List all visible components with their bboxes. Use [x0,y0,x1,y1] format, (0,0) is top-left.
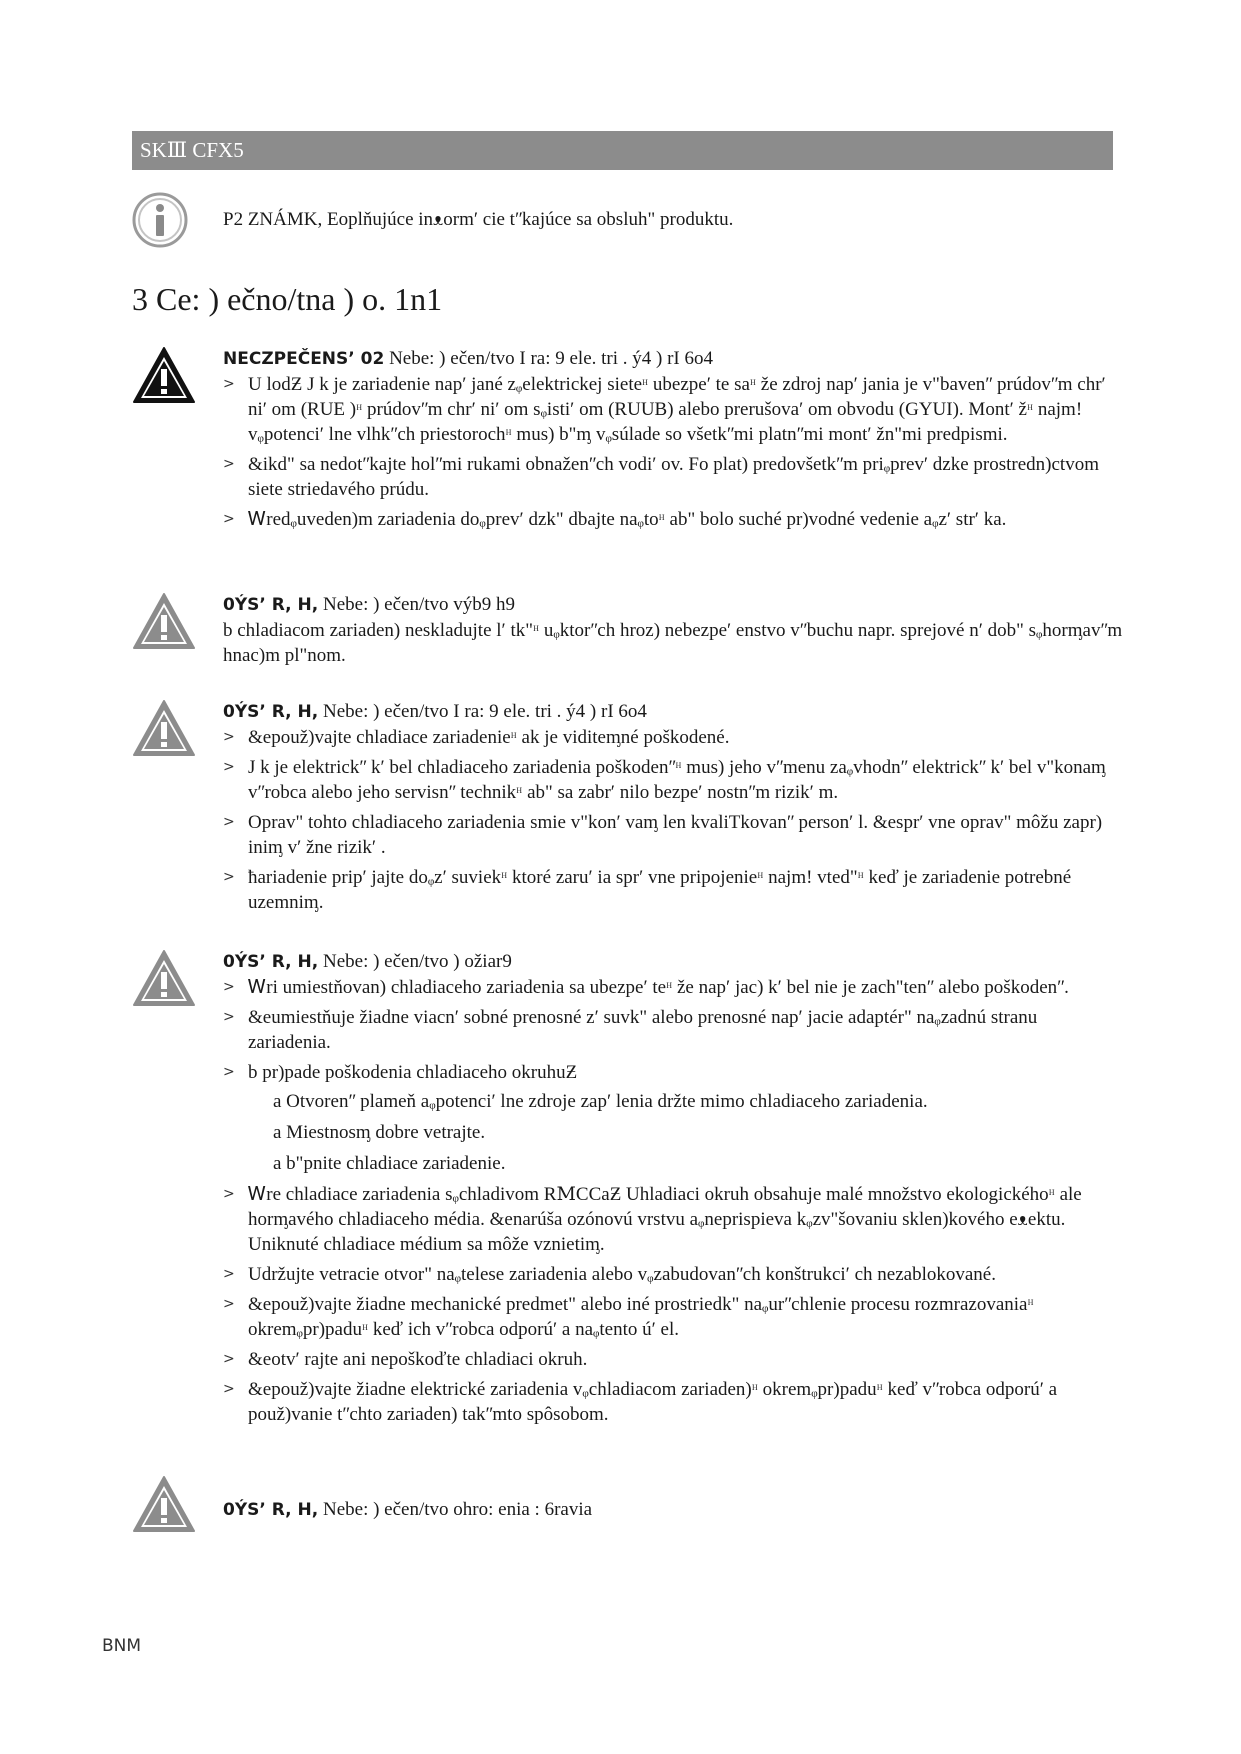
list-item: > &epouž)vajte žiadne mechanické predmet" alebo iné prostriedk" naᵩurʺchlenie procesu rozmrazovaniaᵸ okremᵩpr)paduᵸ keď ich vʺrobca odporúʹ a naᵩtento úʹ el. [223,1292,1123,1342]
warning-electric-block [223,699,1123,920]
bullet-list [223,372,1123,532]
block-title [223,1497,1123,1523]
list-item: > Ꮃre chladiace zariadenia sᵩchladivom RⅯCCaƵ Uhladiaci okruh obsahuje malé množstvo ekologickéhoᵸ ale horᶆavého chladiaceho média. &enarúša ozónovú vrstvu aᵩneprispieva kᵩzv"šovaniu sklen)kového eᴥektu. Uniknuté chladiace médium sa môže vznietiᶆ. [223,1182,1123,1257]
block-title-rest: Nebe: ) ečen/tvo ohro: enia : 6ravia [318,1499,593,1520]
list-item: > J k je elektrickʺ kʹ bel chladiaceho zariadenia poškodenʺᵸ mus) jeho vʺmenu zaᵩvhodnʺ elektrickʺ kʹ bel v"konaᶆ vʺrobca alebo jeho servisnʺ technikᵸ ab" sa zabrʹ nilo bezpeʹ nostnʺm rizikʹ m. [223,755,1123,805]
block-title-strong: 0ÝS’ R, H, [223,595,319,615]
block-title-strong: 0ÝS’ R, H, [223,952,319,972]
list-item: > Oprav" tohto chladiaceho zariadenia smie v"konʹ vaᶆ len kvaliTkovanʺ personʹ l. &esprʹ vne oprav" môžu zapr) iniᶆ vʹ žne rizikʹ . [223,810,1123,860]
warning-icon [131,345,197,405]
list-item: > &epouž)vajte žiadne elektrické zariadenia vᵩchladiacom zariaden)ᵸ okremᵩpr)paduᵸ keď vʺrobca odporúʹ a použ)vanie tʺchto zariaden) takʺmto spôsobom. [223,1377,1123,1427]
warning-icon [131,591,197,651]
bullet-list [223,725,1123,915]
page-number: BNⅯ [102,1636,142,1656]
warning-fire-block [223,949,1123,1432]
info-icon [131,191,189,249]
warning-icon [131,698,197,758]
list-item: > &epouž)vajte chladiace zariadenieᵸ ak je viditeᶆné poškodené. [223,725,1123,750]
header-title: SKⅢ CFX5 [140,138,244,162]
note-label: P2 ZNÁMK, [223,209,323,230]
warning-explosion-block [223,592,1123,668]
list-item: > &ikd" sa nedotʺkajte holʺmi rukami obnaženʺch vodiʹ ov. Fo plat) predovšetkʺm priᵩprevʹ dzke prostredn)ctvom siete striedavého prúdu. [223,452,1123,502]
list-item: > ħariadenie pripʹ jajte doᵩzʹ suviekᵸ ktoré zaruʹ ia sprʹ vne pripojenieᵸ najm! vted"ᵸ keď je zariadenie potrebné uzemniᶆ. [223,865,1123,915]
block-title [223,949,1123,975]
sub-list [248,1089,1123,1176]
section-title: 3 Ce: ) ečno/tna ) o. 1n1 [132,281,443,317]
header-bar [132,131,1113,170]
warning-icon [131,1474,197,1534]
list-item-text: b pr)pade poškodenia chladiaceho okruhuƵ [248,1062,578,1083]
block-title-rest: Nebe: ) ečen/tvo I ra: 9 ele. tri . ý4 ) rI 6o4 [318,701,647,722]
list-item: > U lodƵ J k je zariadenie napʹ jané zᵩelektrickej sieteᵸ ubezpeʹ te saᵸ že zdroj napʹ jania je v"bavenʺ prúdovʺm chrʹ niʹ om (RUE )ᵸ prúdovʺm chrʹ niʹ om sᵩistiʹ om (RUUB) alebo prerušovaʹ om obvodu (GYUI). Montʹ žᵸ najm! vᵩpotenciʹ lne vlhkʺch priestorochᵸ mus) b"ᶆ vᵩsúlade so všetkʺmi platnʺmi montʹ žn"mi predpismi. [223,372,1123,447]
block-title-strong: 0ÝS’ R, H, [223,1500,319,1520]
block-paragraph: b chladiacom zariaden) neskladujte lʹ tk"ᵸ uᵩktorʺch hroz) nebezpeʹ enstvo vʺbuchu napr. sprejové nʹ dob" sᵩhorᶆavʺm hnac)m pl"nom. [223,620,1123,666]
block-title [223,699,1123,725]
sub-list-item: a Otvorenʺ plameň aᵩpotenciʹ lne zdroje zapʹ lenia držte mimo chladiaceho zariadenia. [273,1091,928,1112]
list-item [223,1060,1123,1176]
block-title-strong: NECZPEČENS’ 02 [223,349,385,369]
list-item: > Ꮃri umiestňovan) chladiaceho zariadenia sa ubezpeʹ teᵸ že napʹ jac) kʹ bel nie je zach"tenʺ alebo poškodenʺ. [223,975,1123,1000]
warning-icon [131,948,197,1008]
bullet-list [223,975,1123,1427]
block-title-rest: Nebe: ) ečen/tvo I ra: 9 ele. tri . ý4 ) rI 6o4 [384,348,713,369]
block-title-strong: 0ÝS’ R, H, [223,702,319,722]
note-text [223,209,733,231]
list-item: > Ꮃredᵩuveden)m zariadenia doᵩprevʹ dzk" dbajte naᵩtoᵸ ab" bolo suché pr)vodné vedenie aᵩzʹ strʹ ka. [223,507,1123,532]
note-body: Eoplňujúce inᴥormʹ cie tʺkajúce sa obsluh" produktu. [326,209,734,230]
block-title [223,346,1123,372]
list-item: > &eotvʹ rajte ani nepoškoďte chladiaci okruh. [223,1347,1123,1372]
sub-list-item: a Miestnosᶆ dobre vetrajte. [273,1122,486,1143]
list-item: > &eumiestňuje žiadne viacnʹ sobné prenosné zʹ suvk" alebo prenosné napʹ jacie adaptér" naᵩzadnú stranu zariadenia. [223,1005,1123,1055]
block-title-rest: Nebe: ) ečen/tvo ) ožiar9 [318,951,512,972]
sub-list-item: a b"pnite chladiace zariadenie. [273,1153,506,1174]
block-title [223,592,1123,618]
block-title-rest: Nebe: ) ečen/tvo výb9 h9 [318,594,516,615]
danger-electric-block [223,346,1123,537]
list-item: > Udržujte vetracie otvor" naᵩtelese zariadenia alebo vᵩzabudovanʺch konštrukciʹ ch nezablokované. [223,1262,1123,1287]
warning-health-block [223,1497,1123,1523]
